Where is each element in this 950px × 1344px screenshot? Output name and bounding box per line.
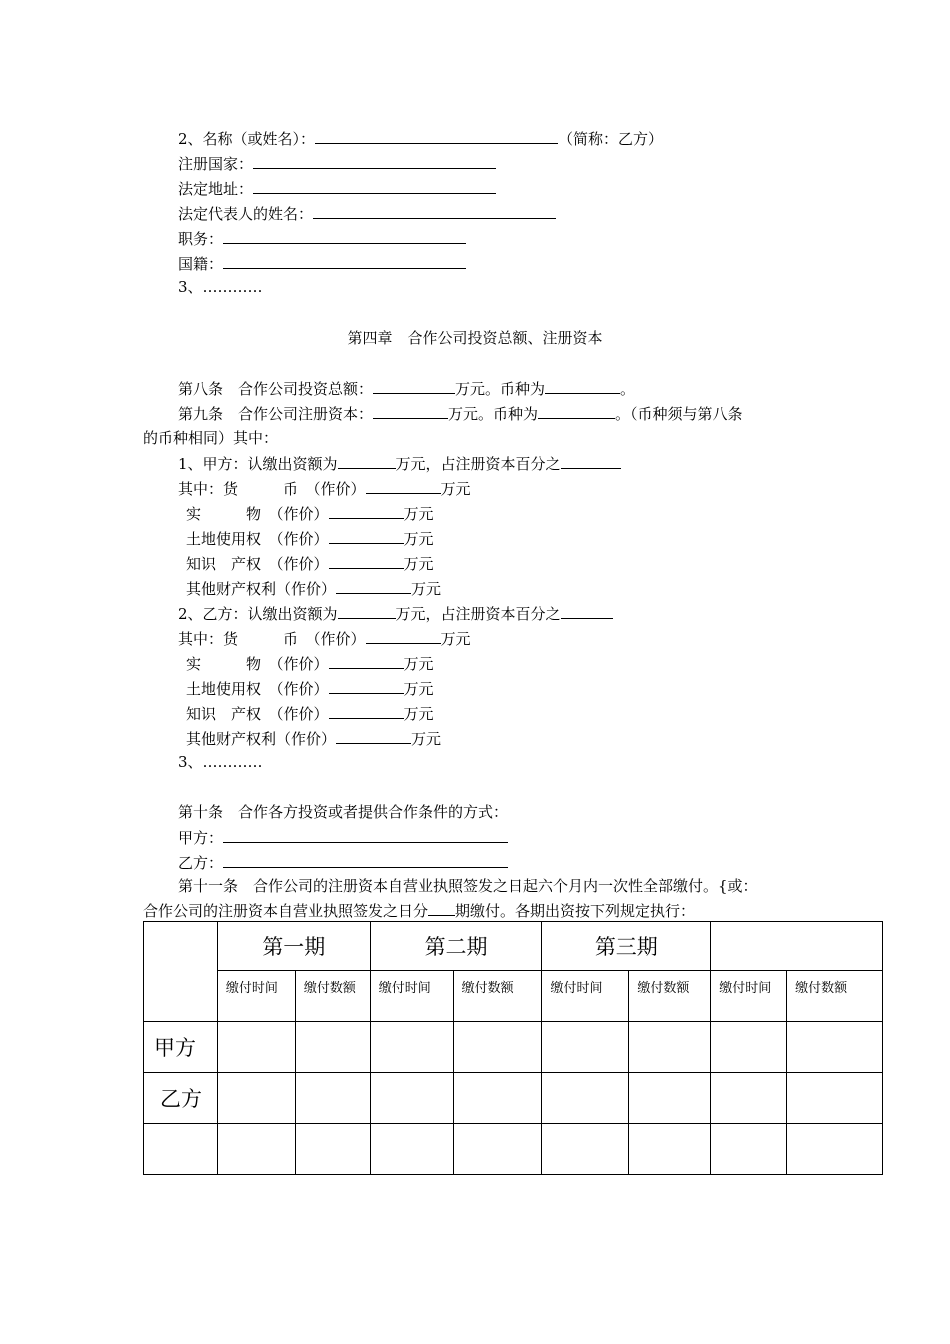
contrib-row-field[interactable]	[329, 503, 404, 519]
contrib-row-label: 其他财产权利（作价）	[186, 580, 337, 598]
sub-header-time: 缴付时间	[542, 971, 629, 1022]
art11-line2-pre: 合作公司的注册资本自营业执照签发之日分	[143, 902, 429, 920]
contrib-more: 3、…………	[178, 753, 263, 771]
table-cell[interactable]	[787, 1022, 883, 1073]
art8-end: 。	[620, 380, 636, 398]
row-label-party-a: 甲方	[144, 1022, 218, 1073]
position-field[interactable]	[223, 228, 466, 244]
contrib-row-field[interactable]	[329, 678, 404, 694]
contrib-row-unit: 万元	[403, 655, 434, 673]
contrib-row-unit: 万元	[403, 555, 434, 573]
address-label: 法定地址：	[178, 180, 254, 198]
art9-end: 。（币种须与第八条	[615, 405, 743, 423]
row-label-empty	[144, 1124, 218, 1175]
table-cell[interactable]	[217, 1022, 295, 1073]
chapter-title: 第四章 合作公司投资总额、注册资本	[347, 329, 603, 347]
table-cell[interactable]	[295, 1022, 370, 1073]
contrib-row-unit: 万元	[403, 705, 434, 723]
table-cell[interactable]	[217, 1073, 295, 1124]
art10-party-a	[178, 827, 508, 848]
contrib-b-head-label: 2、乙方：认缴出资额为	[178, 605, 338, 623]
art10-a-field[interactable]	[223, 827, 508, 843]
party-b-address-line	[178, 178, 496, 199]
party-b-more: 3、…………	[178, 278, 263, 296]
table-cell[interactable]	[629, 1073, 711, 1124]
article-11-line1: 第十一条 合作公司的注册资本自营业执照签发之日起六个月内一次性全部缴付。{或：	[178, 877, 758, 895]
contrib-a-row	[186, 578, 441, 599]
contrib-a-amount-field[interactable]	[338, 453, 396, 469]
contrib-a-row	[186, 503, 434, 524]
party-b-nationality-line	[178, 253, 466, 274]
art9-unit: 万元。币种为	[448, 405, 539, 423]
party-b-country-line	[178, 153, 496, 174]
table-cell[interactable]	[542, 1073, 629, 1124]
table-row	[144, 1124, 883, 1175]
table-cell[interactable]	[370, 1073, 453, 1124]
contrib-row-field[interactable]	[336, 728, 411, 744]
country-field[interactable]	[253, 153, 496, 169]
art9-amount-field[interactable]	[373, 403, 448, 419]
contrib-row-label: 其中：货 币 （作价）	[178, 480, 366, 498]
art8-unit: 万元。币种为	[455, 380, 546, 398]
art9-continuation: 的币种相同）其中：	[143, 429, 279, 447]
rep-field[interactable]	[313, 203, 556, 219]
contrib-row-unit: 万元	[403, 680, 434, 698]
art8-prefix: 第八条 合作公司投资总额：	[178, 380, 374, 398]
table-cell[interactable]	[370, 1022, 453, 1073]
table-cell[interactable]	[295, 1073, 370, 1124]
contrib-row-field[interactable]	[329, 528, 404, 544]
article-8	[178, 378, 635, 399]
contrib-row-unit: 万元	[440, 480, 471, 498]
contrib-b-amount-field[interactable]	[338, 603, 396, 619]
contrib-row-field[interactable]	[366, 478, 441, 494]
table-row	[144, 1073, 883, 1124]
table-cell[interactable]	[542, 1124, 629, 1175]
art9-prefix: 第九条 合作公司注册资本：	[178, 405, 374, 423]
art10-a-label: 甲方：	[178, 829, 224, 847]
contrib-a-row	[178, 478, 471, 499]
contrib-row-label: 知识 产权 （作价）	[186, 555, 329, 573]
table-cell[interactable]	[629, 1124, 711, 1175]
contrib-row-unit: 万元	[440, 630, 471, 648]
contrib-b-percent-field[interactable]	[561, 603, 613, 619]
art8-currency-field[interactable]	[545, 378, 620, 394]
contrib-b-head-mid: 万元，占注册资本百分之	[395, 605, 561, 623]
contrib-b-row	[186, 678, 434, 699]
contrib-b-row	[186, 728, 441, 749]
party-b-name-line	[178, 128, 663, 149]
table-cell[interactable]	[217, 1124, 295, 1175]
art10-b-label: 乙方：	[178, 854, 224, 872]
sub-header-time: 缴付时间	[370, 971, 453, 1022]
contrib-a-head-mid: 万元，占注册资本百分之	[395, 455, 561, 473]
contrib-row-field[interactable]	[336, 578, 411, 594]
party-b-position-line	[178, 228, 466, 249]
art11-periods-field[interactable]	[428, 900, 455, 916]
contrib-b-row	[178, 628, 471, 649]
sub-header-time: 缴付时间	[217, 971, 295, 1022]
contrib-a-row	[186, 553, 434, 574]
art10-b-field[interactable]	[223, 852, 508, 868]
contrib-row-label: 土地使用权 （作价）	[186, 680, 329, 698]
phase-header	[711, 922, 883, 971]
contrib-a-head-label: 1、甲方：认缴出资额为	[178, 455, 338, 473]
article-11-line2	[143, 900, 695, 921]
table-cell[interactable]	[453, 1124, 542, 1175]
table-cell[interactable]	[711, 1124, 787, 1175]
payment-schedule-table	[143, 921, 883, 1175]
contrib-b-head	[178, 603, 613, 624]
party-b-rep-line	[178, 203, 556, 224]
nationality-field[interactable]	[223, 253, 466, 269]
table-cell[interactable]	[787, 1073, 883, 1124]
country-label: 注册国家：	[178, 155, 254, 173]
contrib-row-field[interactable]	[366, 628, 441, 644]
contrib-row-label: 实 物 （作价）	[186, 505, 329, 523]
table-row	[144, 1022, 883, 1073]
contrib-row-unit: 万元	[411, 580, 442, 598]
corner-cell	[144, 922, 218, 1022]
table-cell[interactable]	[295, 1124, 370, 1175]
contrib-row-unit: 万元	[411, 730, 442, 748]
contrib-row-label: 实 物 （作价）	[186, 655, 329, 673]
address-field[interactable]	[253, 178, 496, 194]
art10-party-b	[178, 852, 508, 873]
phase-header: 第一期	[217, 922, 370, 971]
party-b-name-label: 2、名称（或姓名）：	[178, 130, 316, 148]
contrib-a-percent-field[interactable]	[561, 453, 621, 469]
contrib-row-unit: 万元	[403, 530, 434, 548]
rep-label: 法定代表人的姓名：	[178, 205, 314, 223]
contrib-a-row	[186, 528, 434, 549]
contrib-b-row	[186, 653, 434, 674]
table-cell[interactable]	[711, 1073, 787, 1124]
party-b-name-field[interactable]	[315, 128, 558, 144]
table-cell[interactable]	[370, 1124, 453, 1175]
sub-header-time: 缴付时间	[711, 971, 787, 1022]
article-9	[178, 403, 743, 424]
contrib-row-field[interactable]	[329, 703, 404, 719]
contrib-row-unit: 万元	[403, 505, 434, 523]
table-cell[interactable]	[453, 1022, 542, 1073]
phase-header: 第二期	[370, 922, 542, 971]
contrib-row-label: 其他财产权利（作价）	[186, 730, 337, 748]
art11-line2-post: 期缴付。各期出资按下列规定执行：	[455, 902, 696, 920]
nationality-label: 国籍：	[178, 255, 224, 273]
table-cell[interactable]	[711, 1022, 787, 1073]
table-cell[interactable]	[453, 1073, 542, 1124]
article-10-title: 第十条 合作各方投资或者提供合作条件的方式：	[178, 803, 509, 821]
table-cell[interactable]	[629, 1022, 711, 1073]
contrib-row-label: 其中：货 币 （作价）	[178, 630, 366, 648]
contrib-row-label: 知识 产权 （作价）	[186, 705, 329, 723]
contrib-a-head	[178, 453, 621, 474]
sub-header-amount: 缴付数额	[295, 971, 370, 1022]
phase-header: 第三期	[542, 922, 711, 971]
position-label: 职务：	[178, 230, 224, 248]
sub-header-amount: 缴付数额	[787, 971, 883, 1022]
contrib-row-field[interactable]	[329, 553, 404, 569]
sub-header-amount: 缴付数额	[453, 971, 542, 1022]
contrib-row-field[interactable]	[329, 653, 404, 669]
table-cell[interactable]	[787, 1124, 883, 1175]
party-b-abbr: （简称：乙方）	[558, 130, 664, 148]
row-label-party-b: 乙方	[144, 1073, 218, 1124]
contrib-row-label: 土地使用权 （作价）	[186, 530, 329, 548]
table-cell[interactable]	[542, 1022, 629, 1073]
sub-header-amount: 缴付数额	[629, 971, 711, 1022]
art9-currency-field[interactable]	[538, 403, 615, 419]
art8-amount-field[interactable]	[373, 378, 455, 394]
contrib-b-row	[186, 703, 434, 724]
